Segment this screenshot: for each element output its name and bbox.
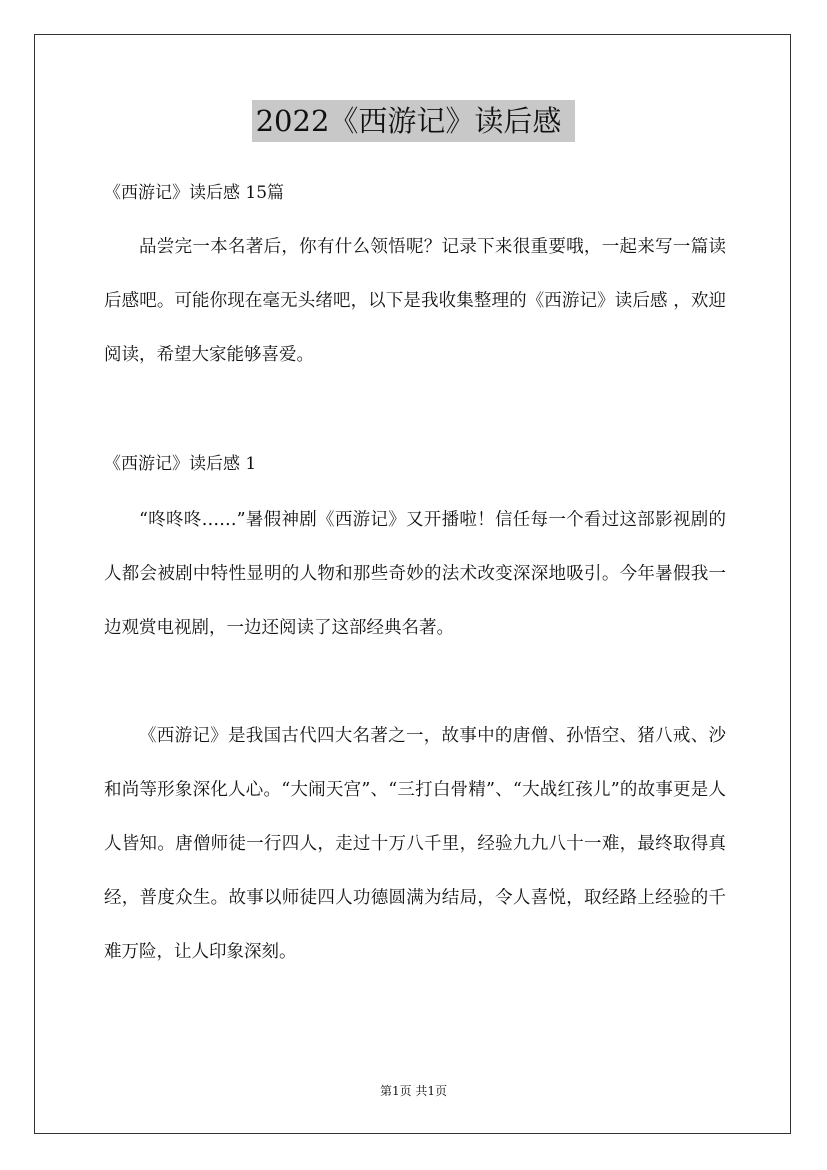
title-wrap <box>0 100 827 142</box>
document-title: 2022《西游记》读后感 <box>252 100 576 142</box>
subtitle-heading: 《西游记》读后感 15篇 <box>104 183 285 203</box>
section-heading: 《西游记》读后感 1 <box>104 454 257 474</box>
intro-paragraph: 品尝完一本名著后，你有什么领悟呢？记录下来很重要哦，一起来写一篇读后感吧。可能你现在毫无头绪吧，以下是我收集整理的《西游记》读后感 ，欢迎阅读，希望大家能够喜爱。 <box>104 237 726 365</box>
body-paragraph-1: “咚咚咚……”暑假神剧《西游记》又开播啦！信任每一个看过这部影视剧的人都会被剧中特性显明的人物和那些奇妙的法术改变深深地吸引。今年暑假我一边观赏电视剧，一边还阅读了这部经典名著。 <box>104 510 726 638</box>
page-footer: 第1页 共1页 <box>379 1084 448 1098</box>
body-paragraph-2: 《西游记》是我国古代四大名著之一，故事中的唐僧、孙悟空、猪八戒、沙和尚等形象深化人心。“大闹天宫”、“三打白骨精”、“大战红孩儿”的故事更是人人皆知。唐僧师徒一行四人，走过十万八千里，经验九九八十一难，最终取得真经，普度众生。故事以师徒四人功德圆满为结局，令人喜悦，取经路上经验的千难万险，让人印象深刻。 <box>104 726 726 962</box>
